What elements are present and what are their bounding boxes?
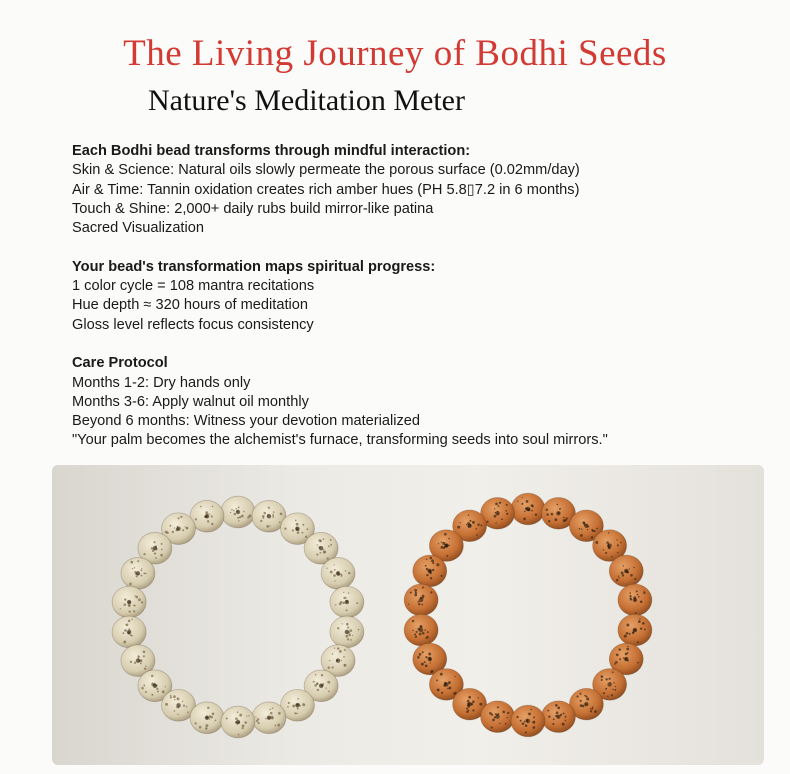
bead [404, 614, 438, 646]
bead [121, 558, 155, 590]
bracelets-photo [52, 465, 764, 765]
new-bodhi-bracelet [112, 496, 364, 738]
bead [404, 584, 438, 616]
text-line: Air & Time: Tannin oxidation creates rich amber hues (PH 5.8▯7.2 in 6 months) [72, 181, 580, 198]
bead [511, 705, 545, 737]
section-transformation [72, 142, 772, 238]
bead [413, 555, 447, 587]
section-spiritual-progress [72, 258, 772, 335]
text-line: Beyond 6 months: Witness your devotion materialized [72, 413, 420, 430]
text-line: Gloss level reflects focus consistency [72, 316, 314, 333]
bead [221, 706, 255, 738]
text-line: Months 3-6: Apply walnut oil monthly [72, 393, 309, 410]
bead [321, 558, 355, 590]
page-title: The Living Journey of Bodhi Seeds [123, 33, 667, 74]
bead [618, 584, 652, 616]
bead [541, 701, 575, 733]
bead [609, 555, 643, 587]
bracelets-illustration [52, 465, 764, 765]
section-care-protocol [72, 354, 772, 450]
bead [618, 614, 652, 646]
text-line: Touch & Shine: 2,000+ daily rubs build mirror-like patina [72, 200, 434, 217]
bead [190, 702, 224, 734]
bead [112, 616, 146, 648]
text-line: Months 1-2: Dry hands only [72, 374, 251, 391]
bead [330, 616, 364, 648]
bead [221, 496, 255, 528]
text-line: Sacred Visualization [72, 220, 204, 237]
aged-bodhi-bracelet [404, 493, 652, 737]
description-text [72, 142, 772, 451]
bead [511, 493, 545, 525]
section-heading: Each Bodhi bead transforms through mindful interaction: [72, 143, 471, 159]
text-line: 1 color cycle = 108 mantra recitations [72, 278, 315, 295]
text-line: Hue depth ≈ 320 hours of meditation [72, 297, 308, 314]
bead [112, 586, 146, 618]
bead [481, 701, 515, 733]
text-line: "Your palm becomes the alchemist's furnace, transforming seeds into soul mirrors." [72, 432, 608, 449]
text-line: Skin & Science: Natural oils slowly permeate the porous surface (0.02mm/day) [72, 162, 580, 179]
bead [330, 586, 364, 618]
page-subtitle: Nature's Meditation Meter [148, 84, 465, 117]
section-heading: Your bead's transformation maps spiritual progress: [72, 258, 436, 275]
bead [252, 702, 286, 734]
section-heading: Care Protocol [72, 355, 168, 372]
